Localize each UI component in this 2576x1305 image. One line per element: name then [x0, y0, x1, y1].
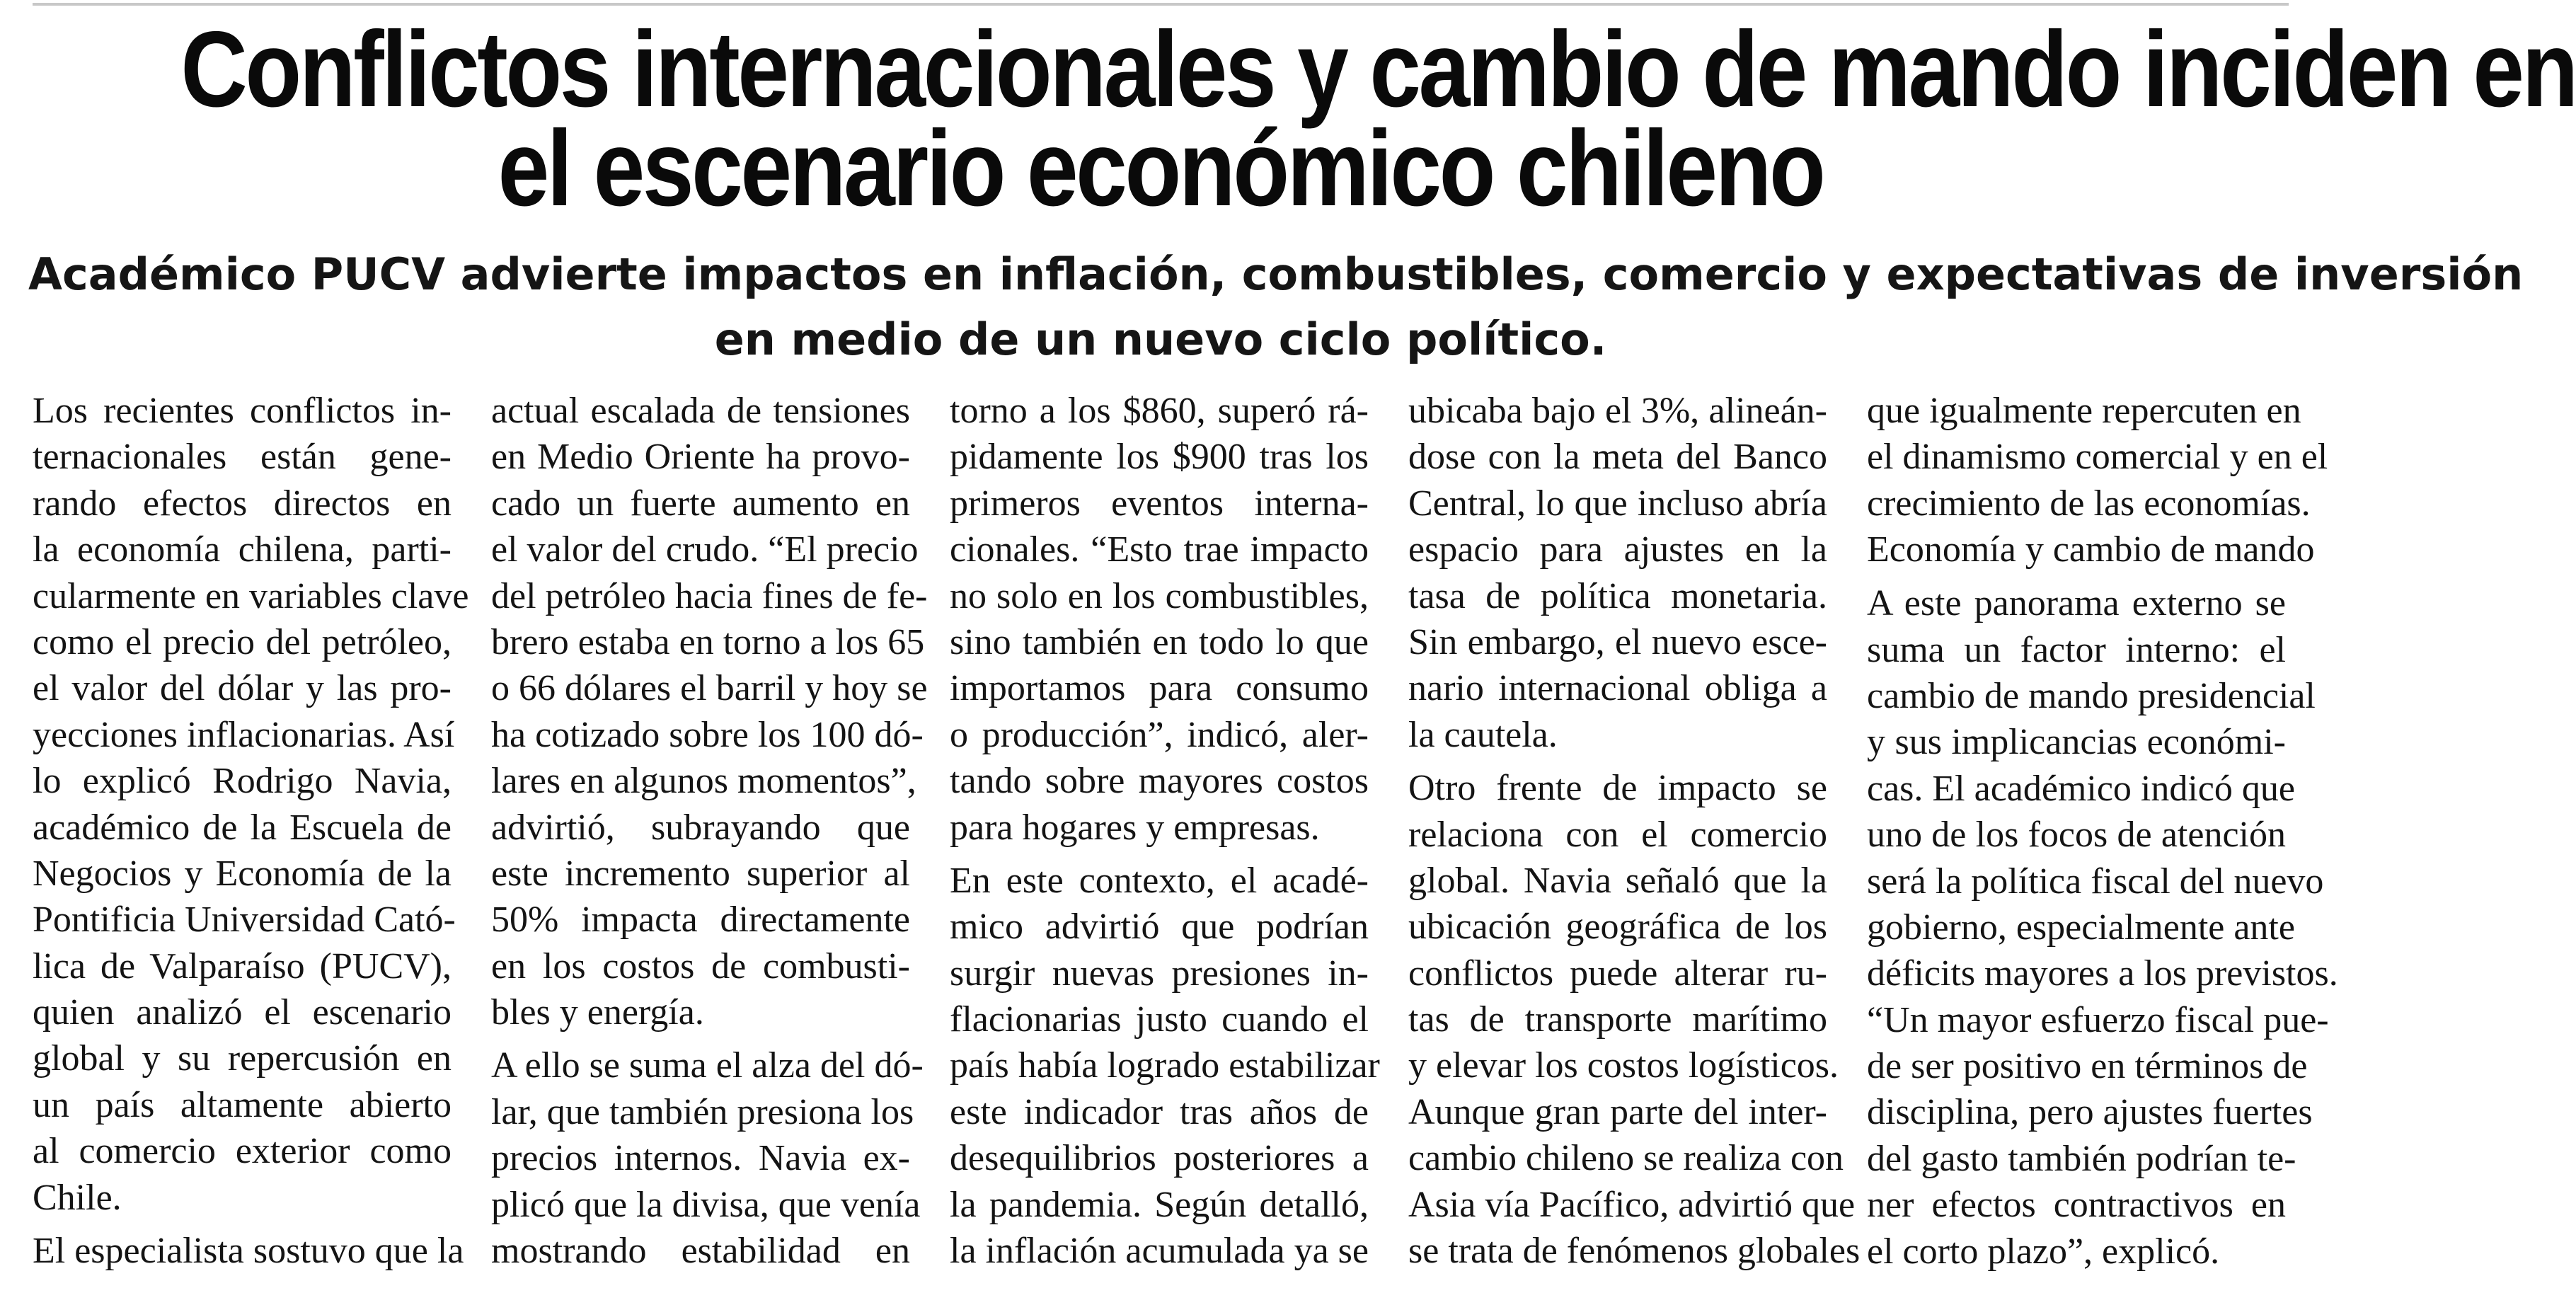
- body-text-line: 50% impacta directamente: [491, 899, 910, 941]
- body-text-line: para hogares y empresas.: [950, 807, 1320, 848]
- body-text-line: yecciones inflacionarias. Así: [33, 714, 455, 755]
- body-text-line: este indicador tras años de: [950, 1091, 1369, 1132]
- body-text-line: será la política fiscal del nuevo: [1867, 861, 2324, 902]
- section-heading: Economía y cambio de mando: [1867, 529, 2315, 570]
- body-text-line: y elevar los costos logísticos.: [1408, 1045, 1839, 1086]
- top-rule: [33, 3, 2289, 6]
- body-text-line: del gasto también podrían te-: [1867, 1138, 2296, 1179]
- body-text-line: ha cotizado sobre los 100 dó-: [491, 714, 924, 755]
- body-text-line: Otro frente de impacto se: [1408, 768, 1827, 809]
- body-text-line: cado un fuerte aumento en: [491, 483, 910, 524]
- body-text-line: espacio para ajustes en la: [1408, 529, 1827, 570]
- body-text-line: suma un factor interno: el: [1867, 629, 2286, 670]
- body-text-line: cas. El académico indicó que: [1867, 768, 2295, 809]
- body-text-line: la cautela.: [1408, 714, 1558, 755]
- body-text-line: tas de transporte marítimo: [1408, 999, 1827, 1040]
- body-text-line: la pandemia. Según detalló,: [950, 1184, 1369, 1225]
- body-text-line: ner efectos contractivos en: [1867, 1185, 2286, 1226]
- body-text-line: cambio de mando presidencial: [1867, 675, 2316, 716]
- subheadline-line: Académico PUCV advierte impactos en inflación, combustibles, comercio y expectativas de inversión: [28, 248, 2524, 300]
- body-text-line: un país altamente abierto: [33, 1084, 452, 1125]
- body-text-line: crecimiento de las economías.: [1867, 483, 2311, 524]
- body-text-line: pidamente los $900 tras los: [950, 437, 1369, 478]
- body-text-line: precios internos. Navia ex-: [491, 1138, 910, 1179]
- body-text-line: el dinamismo comercial y en el: [1867, 437, 2328, 478]
- body-text-line: A ello se suma el alza del dó-: [491, 1045, 924, 1086]
- body-text-line: cambio chileno se realiza con: [1408, 1138, 1844, 1179]
- body-text-line: cionales. “Esto trae impacto: [950, 529, 1369, 570]
- body-text-line: tando sobre mayores costos: [950, 761, 1369, 802]
- article-column-2: [491, 388, 928, 1274]
- body-text-line: el valor del crudo. “El precio: [491, 529, 919, 570]
- body-text-line: importamos para consumo: [950, 668, 1369, 709]
- article-column-5: [1867, 388, 2338, 1275]
- body-text-line: al comercio exterior como: [33, 1131, 452, 1172]
- body-text-line: conflictos puede alterar ru-: [1408, 953, 1827, 994]
- body-text-line: desequilibrios posteriores a: [950, 1138, 1369, 1179]
- body-text-line: Sin embargo, el nuevo esce-: [1408, 621, 1827, 662]
- body-text-line: en Medio Oriente ha provo-: [491, 437, 910, 478]
- body-text-line: brero estaba en torno a los 65: [491, 621, 925, 662]
- body-text-line: ubicaba bajo el 3%, alineán-: [1408, 391, 1827, 431]
- body-text-line: bles y energía.: [491, 992, 704, 1033]
- body-text-line: advirtió, subrayando que: [491, 807, 910, 848]
- body-text-line: el valor del dólar y las pro-: [33, 668, 452, 709]
- body-text-line: global y su repercusión en: [33, 1038, 452, 1079]
- paragraph-gap: [491, 1035, 910, 1042]
- body-text-line: mostrando estabilidad en: [491, 1231, 910, 1272]
- body-text-line: Pontificia Universidad Cató-: [33, 899, 456, 941]
- body-text-line: país había logrado estabilizar: [950, 1045, 1380, 1086]
- body-text-line: actual escalada de tensiones: [491, 391, 910, 431]
- article-column-1: [33, 388, 469, 1274]
- headline-line: el escenario económico chileno: [498, 108, 1824, 229]
- body-text-line: surgir nuevas presiones in-: [950, 953, 1369, 994]
- body-text-line: la inflación acumulada ya se: [950, 1231, 1369, 1272]
- body-text-line: Aunque gran parte del inter-: [1408, 1091, 1827, 1132]
- body-text-line: Asia vía Pacífico, advirtió que: [1408, 1184, 1856, 1225]
- subheadline-line: en medio de un nuevo ciclo político.: [714, 314, 1607, 365]
- paragraph-gap: [1408, 758, 1827, 765]
- body-text-line: se trata de fenómenos globales: [1408, 1231, 1861, 1272]
- body-text-line: en los costos de combusti-: [491, 945, 910, 987]
- body-text-line: académico de la Escuela de: [33, 807, 452, 848]
- subheadline: [28, 242, 2524, 372]
- body-text-line: ubicación geográfica de los: [1408, 907, 1827, 948]
- article-column-3: [950, 388, 1380, 1274]
- body-text-line: la economía chilena, parti-: [33, 529, 452, 570]
- body-text-line: no solo en los combustibles,: [950, 575, 1369, 616]
- body-text-line: Negocios y Economía de la: [33, 853, 452, 894]
- paragraph-gap: [33, 1221, 452, 1228]
- body-text-line: Central, lo que incluso abría: [1408, 483, 1827, 524]
- body-text-line: torno a los $860, superó rá-: [950, 391, 1369, 431]
- body-text-line: Chile.: [33, 1177, 122, 1218]
- body-text-line: lica de Valparaíso (PUCV),: [33, 945, 452, 987]
- body-text-line: “Un mayor esfuerzo fiscal pue-: [1867, 999, 2329, 1040]
- body-text-line: de ser positivo en términos de: [1867, 1046, 2308, 1087]
- body-text-line: flacionarias justo cuando el: [950, 999, 1369, 1040]
- body-text-line: relaciona con el comercio: [1408, 814, 1827, 855]
- body-text-line: En este contexto, el acadé-: [950, 860, 1369, 901]
- body-text-line: sino también en todo lo que: [950, 621, 1369, 662]
- body-text-line: uno de los focos de atención: [1867, 815, 2286, 856]
- body-text-line: como el precio del petróleo,: [33, 621, 452, 662]
- body-text-line: quien analizó el escenario: [33, 992, 452, 1033]
- body-text-line: y sus implicancias económi-: [1867, 722, 2286, 763]
- body-text-line: rando efectos directos en: [33, 483, 452, 524]
- body-text-line: déficits mayores a los previstos.: [1867, 953, 2338, 994]
- paragraph-gap: [950, 851, 1369, 858]
- body-text-line: del petróleo hacia fines de fe-: [491, 575, 928, 616]
- article-column-4: [1408, 388, 1861, 1274]
- body-text-line: Los recientes conflictos in-: [33, 391, 452, 431]
- body-text-line: cularmente en variables clave: [33, 575, 469, 616]
- body-text-line: que igualmente repercuten en: [1867, 391, 2301, 431]
- body-text-line: lo explicó Rodrigo Navia,: [33, 761, 452, 802]
- body-text-line: el corto plazo”, explicó.: [1867, 1231, 2220, 1272]
- body-text-line: lares en algunos momentos”,: [491, 761, 916, 802]
- body-text-line: dose con la meta del Banco: [1408, 437, 1827, 478]
- body-text-line: mico advirtió que podrían: [950, 907, 1369, 948]
- body-text-line: A este panorama externo se: [1867, 583, 2286, 624]
- body-text-line: este incremento superior al: [491, 853, 910, 894]
- body-text-line: nario internacional obliga a: [1408, 668, 1827, 709]
- body-text-line: ternacionales están gene-: [33, 437, 452, 478]
- body-text-line: global. Navia señaló que la: [1408, 860, 1827, 901]
- body-text-line: tasa de política monetaria.: [1408, 575, 1827, 616]
- body-text-line: El especialista sostuvo que la: [33, 1231, 464, 1272]
- headline: [180, 9, 2576, 229]
- body-text-line: plicó que la divisa, que venía: [491, 1184, 921, 1225]
- body-text-line: o producción”, indicó, aler-: [950, 714, 1369, 755]
- body-text-line: o 66 dólares el barril y hoy se: [491, 668, 928, 709]
- body-text-line: disciplina, pero ajustes fuertes: [1867, 1092, 2313, 1133]
- body-text-line: lar, que también presiona los: [491, 1091, 914, 1132]
- headline-line: Conflictos internacionales y cambio de mando inciden en: [180, 9, 2576, 130]
- body-text-line: gobierno, especialmente ante: [1867, 907, 2295, 948]
- body-text-line: primeros eventos interna-: [950, 483, 1369, 524]
